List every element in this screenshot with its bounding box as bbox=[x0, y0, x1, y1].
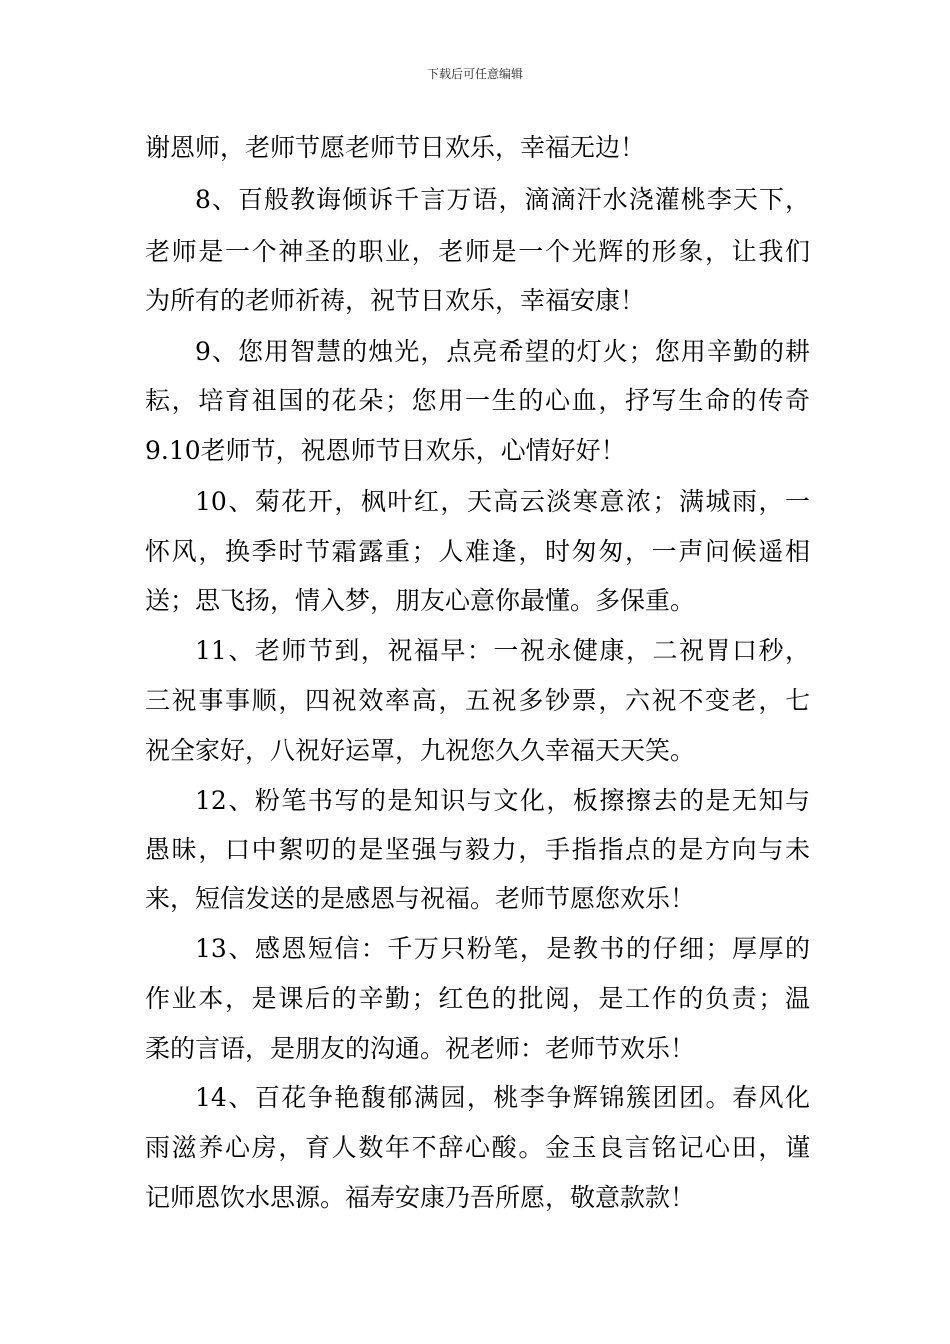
text-line: 送；思飞扬，情入梦，朋友心意你最懂。多保重。 bbox=[145, 586, 696, 615]
text-line: 老师是一个神圣的职业，老师是一个光辉的形象，让我们 bbox=[145, 237, 810, 266]
page-header-note: 下载后可任意编辑 bbox=[426, 67, 523, 81]
paragraph-13-line: 13、感恩短信：千万只粉笔，是教书的仔细；厚厚的 bbox=[195, 934, 810, 963]
text-line: 柔的言语，是朋友的沟通。祝老师：老师节欢乐！ bbox=[145, 1034, 696, 1063]
text-line: 耘，培育祖国的花朵；您用一生的心血，抒写生命的传奇 bbox=[145, 386, 810, 415]
text-line: 祝全家好，八祝好运罩，九祝您久久幸福天天笑。 bbox=[145, 736, 696, 765]
text-line: 愚昧，口中絮叨的是坚强与毅力，手指指点的是方向与未 bbox=[145, 835, 810, 864]
paragraph-14-line: 14、百花争艳馥郁满园，桃李争辉锦簇团团。春风化 bbox=[195, 1083, 810, 1112]
text-line: 记师恩饮水思源。福寿安康乃吾所愿，敬意款款！ bbox=[145, 1183, 696, 1212]
paragraph-10-line: 10、菊花开，枫叶红，天高云淡寒意浓；满城雨，一 bbox=[195, 487, 810, 516]
text-line: 怀风，换季时节霜露重；人难逢，时匆匆，一声问候遥相 bbox=[145, 537, 810, 566]
paragraph-8-line: 8、百般教诲倾诉千言万语，滴滴汗水浇灌桃李天下， bbox=[195, 185, 810, 214]
text-line: 雨滋养心房，育人数年不辞心酸。金玉良言铭记心田，谨 bbox=[145, 1133, 810, 1162]
text-line: 三祝事事顺，四祝效率高，五祝多钞票，六祝不变老，七 bbox=[145, 686, 810, 715]
text-line: 9.10老师节，祝恩师节日欢乐，心情好好！ bbox=[145, 436, 626, 465]
text-line: 来，短信发送的是感恩与祝福。老师节愿您欢乐！ bbox=[145, 884, 696, 913]
paragraph-11-line: 11、老师节到，祝福早：一祝永健康，二祝胃口秒， bbox=[195, 636, 810, 665]
text-line: 谢恩师，老师节愿老师节日欢乐，幸福无边！ bbox=[145, 133, 646, 162]
paragraph-9-line: 9、您用智慧的烛光，点亮希望的灯火；您用辛勤的耕 bbox=[195, 337, 810, 366]
text-line: 为所有的老师祈祷，祝节日欢乐，幸福安康！ bbox=[145, 286, 646, 315]
paragraph-12-line: 12、粉笔书写的是知识与文化，板擦擦去的是无知与 bbox=[195, 786, 810, 815]
text-line: 作业本，是课后的辛勤；红色的批阅，是工作的负责；温 bbox=[145, 984, 810, 1013]
